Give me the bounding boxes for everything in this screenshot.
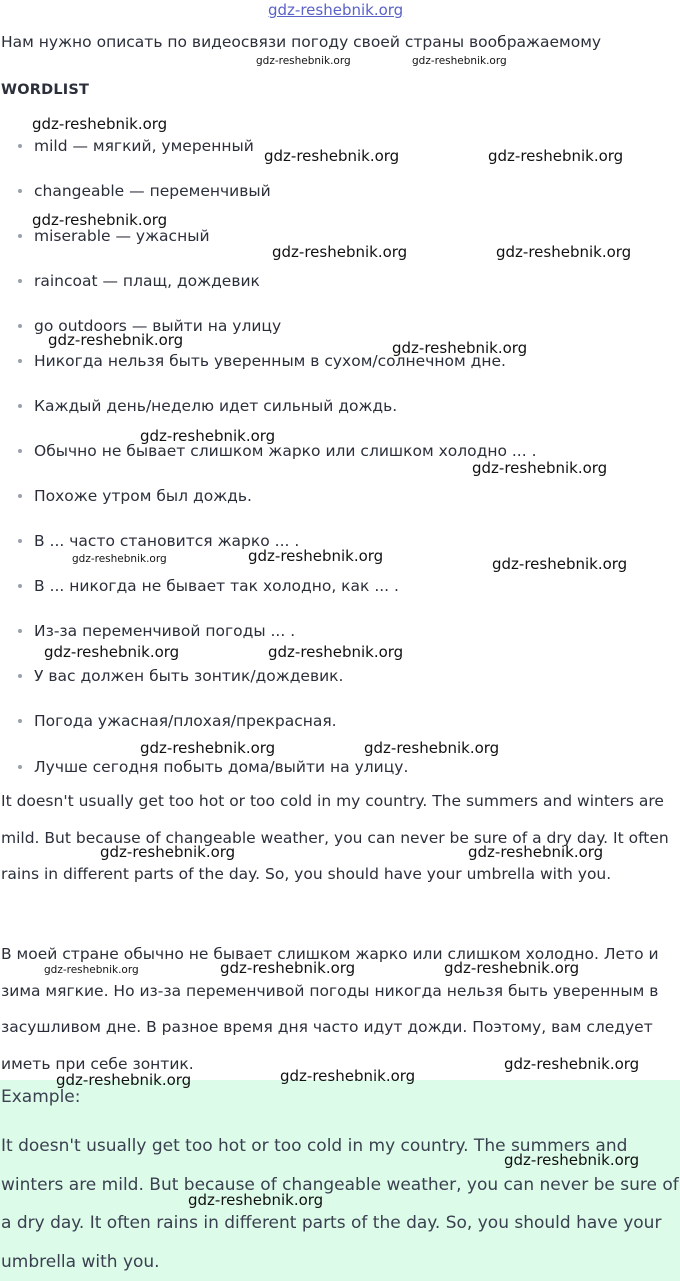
watermark: gdz-reshebnik.org <box>504 1055 640 1073</box>
watermark: gdz-reshebnik.org <box>392 339 528 357</box>
watermark: gdz-reshebnik.org <box>468 843 604 861</box>
example-text: It doesn't usually get too hot or too cold in my country. The summers and winters are mild. But because of changeable weather, you can never be sure of a dry day. It often rains in different parts of the day. So, you should have your umbrella with you. <box>1 1136 679 1272</box>
list-item: Погода ужасная/плохая/прекрасная. <box>18 711 337 731</box>
bullet-icon <box>18 674 22 678</box>
bullet-icon <box>18 404 22 408</box>
wordlist-title: WORDLIST <box>1 82 90 98</box>
bullet-icon <box>18 539 22 543</box>
watermark: gdz-reshebnik.org <box>256 55 351 67</box>
watermark: gdz-reshebnik.org <box>280 1067 416 1085</box>
bullet-icon <box>18 449 22 453</box>
watermark: gdz-reshebnik.org <box>140 739 276 757</box>
watermark: gdz-reshebnik.org <box>188 1191 324 1209</box>
watermark: gdz-reshebnik.org <box>492 555 628 573</box>
watermark: gdz-reshebnik.org <box>44 643 180 661</box>
watermark: gdz-reshebnik.org <box>72 553 167 565</box>
list-item: raincoat — плащ, дождевик <box>18 271 260 291</box>
example-label: Example: <box>1 1087 81 1107</box>
bullet-icon <box>18 189 22 193</box>
list-item: Похоже утром был дождь. <box>18 486 252 506</box>
list-item: mild — мягкий, умеренный <box>18 136 254 156</box>
watermark: gdz-reshebnik.org <box>488 147 624 165</box>
watermark: gdz-reshebnik.org <box>56 1071 192 1089</box>
watermark: gdz-reshebnik.org <box>444 959 580 977</box>
watermark: gdz-reshebnik.org <box>220 959 356 977</box>
watermark: gdz-reshebnik.org <box>268 643 404 661</box>
answer-russian: В моей стране обычно не бывает слишком жарко или слишком холодно. Лето и зима мягкие. Но из-за переменчивой погоды никогда нельзя быть уверенным в засушливом дне. В разное время дня часто идут дожди. Поэтому, вам следует иметь при себе зонтик. <box>1 945 659 1073</box>
watermark: gdz-reshebnik.org <box>100 843 236 861</box>
bullet-icon <box>18 359 22 363</box>
bullet-icon <box>18 144 22 148</box>
list-item: Обычно не бывает слишком жарко или слишком холодно ... . <box>18 441 537 461</box>
watermark: gdz-reshebnik.org <box>364 739 500 757</box>
intro-text: Нам нужно описать по видеосвязи погоду своей страны воображаемому <box>1 33 602 51</box>
bullet-icon <box>18 584 22 588</box>
watermark: gdz-reshebnik.org <box>496 243 632 261</box>
list-item: Каждый день/неделю идет сильный дождь. <box>18 396 397 416</box>
list-item: changeable — переменчивый <box>18 181 271 201</box>
watermark: gdz-reshebnik.org <box>48 331 184 349</box>
bullet-icon <box>18 279 22 283</box>
list-item: У вас должен быть зонтик/дождевик. <box>18 666 343 686</box>
watermark: gdz-reshebnik.org <box>140 427 276 445</box>
bullet-icon <box>18 494 22 498</box>
bullet-icon <box>18 234 22 238</box>
watermark: gdz-reshebnik.org <box>412 55 507 67</box>
list-item: Из-за переменчивой погоды ... . <box>18 621 295 641</box>
watermark: gdz-reshebnik.org <box>472 459 608 477</box>
bullet-icon <box>18 629 22 633</box>
site-header-link[interactable]: gdz-reshebnik.org <box>268 1 404 19</box>
bullet-icon <box>18 765 22 769</box>
list-item: go outdoors — выйти на улицу <box>18 316 281 336</box>
answer-english: It doesn't usually get too hot or too cold in my country. The summers and winters are mild. But because of changeable weather, you can never be sure of a dry day. It often rains in different parts of the day. So, you should have your umbrella with you. <box>1 792 669 883</box>
watermark: gdz-reshebnik.org <box>504 1151 640 1169</box>
watermark: gdz-reshebnik.org <box>272 243 408 261</box>
list-item: Лучше сегодня побыть дома/выйти на улицу. <box>18 757 408 777</box>
watermark: gdz-reshebnik.org <box>248 547 384 565</box>
list-item: miserable — ужасный <box>18 226 210 246</box>
watermark: gdz-reshebnik.org <box>44 964 139 976</box>
watermark: gdz-reshebnik.org <box>264 147 400 165</box>
list-item: В ... никогда не бывает так холодно, как ... . <box>18 576 399 596</box>
watermark: gdz-reshebnik.org <box>32 211 168 229</box>
list-item: В ... часто становится жарко ... . <box>18 531 299 551</box>
list-item: Никогда нельзя быть уверенным в сухом/солнечном дне. <box>18 351 506 371</box>
bullet-icon <box>18 719 22 723</box>
bullet-icon <box>18 324 22 328</box>
watermark: gdz-reshebnik.org <box>32 115 168 133</box>
